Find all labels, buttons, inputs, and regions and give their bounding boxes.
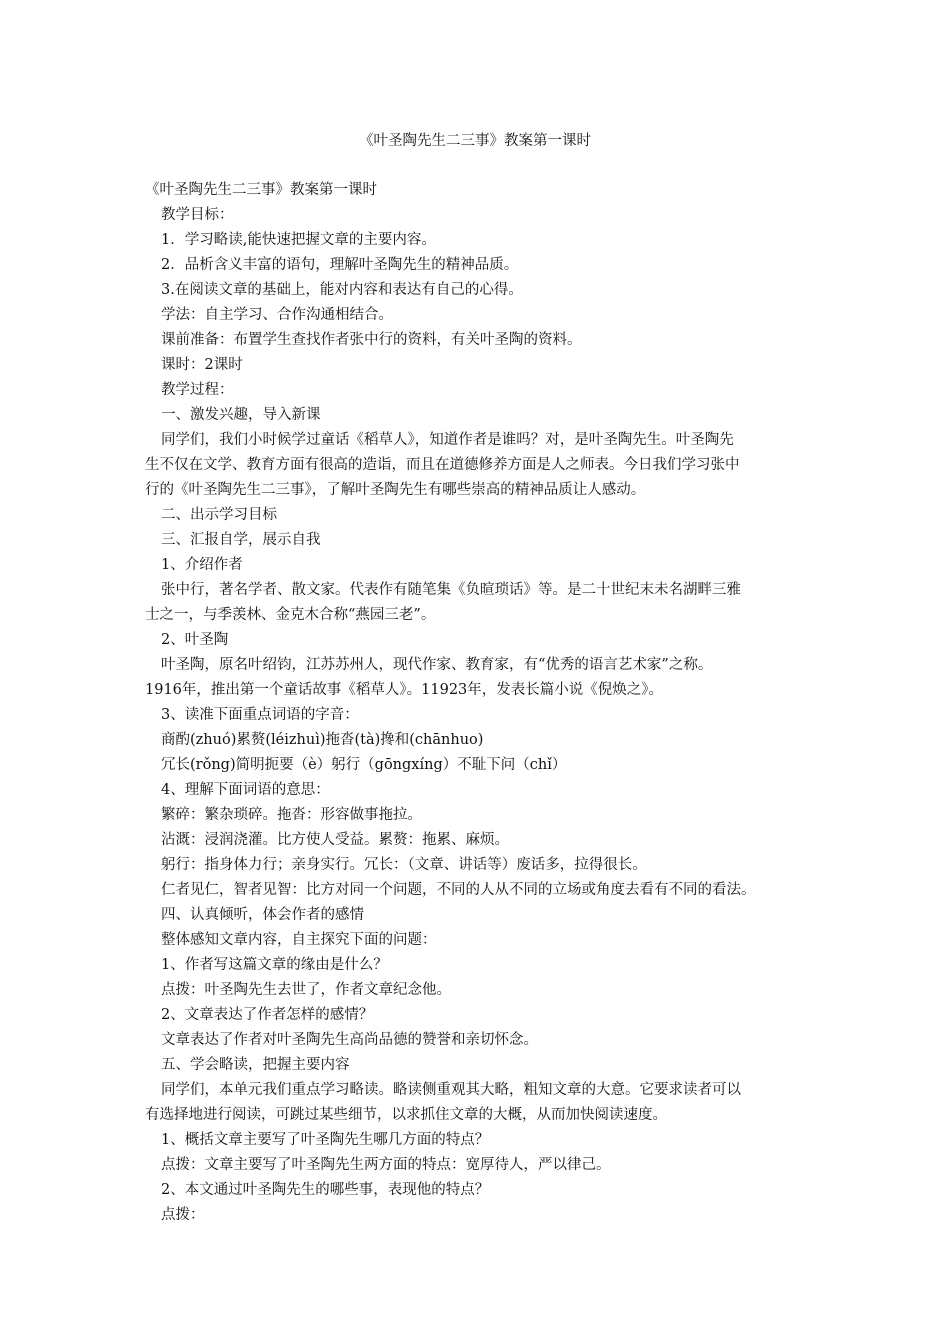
- body-line: 点拨：文章主要写了叶圣陶先生两方面的特点：宽厚待人，严以律己。: [161, 1157, 611, 1173]
- body-line: 点拨：叶圣陶先生去世了，作者文章纪念他。: [161, 982, 451, 998]
- body-line: 叶圣陶，原名叶绍钧，江苏苏州人，现代作家、教育家，有“优秀的语言艺术家”之称。: [161, 657, 713, 673]
- body-line: 《叶圣陶先生二三事》教案第一课时: [145, 182, 377, 198]
- body-line: 同学们，我们小时候学过童话《稻草人》，知道作者是谁吗？对，是叶圣陶先生。叶圣陶先: [161, 432, 734, 448]
- body-line: 1、介绍作者: [161, 557, 243, 573]
- body-line: 有选择地进行阅读，可跳过某些细节，以求抓住文章的大概，从而加快阅读速度。: [145, 1107, 667, 1123]
- body-line: 1．学习略读,能快速把握文章的主要内容。: [161, 232, 436, 248]
- body-line: 3、读准下面重点词语的字音：: [161, 707, 359, 723]
- body-line: 四、认真倾听，体会作者的感情: [161, 907, 364, 923]
- body-line: 仁者见仁，智者见智：比方对同一个问题，不同的人从不同的立场或角度去看有不同的看法。: [161, 882, 756, 898]
- body-line: 张中行，著名学者、散文家。代表作有随笔集《负暄琐话》等。是二十世纪末未名湖畔三雅: [161, 582, 741, 598]
- body-line: 教学目标：: [161, 207, 234, 223]
- body-line: 4、理解下面词语的意思：: [161, 782, 330, 798]
- body-line: 商酌(zhuó)累赘(léizhuì)拖沓(tà)搀和(chānhuo): [161, 732, 484, 748]
- body-line: 2．品析含义丰富的语句，理解叶圣陶先生的精神品质。: [161, 257, 519, 273]
- body-line: 1、概括文章主要写了叶圣陶先生哪几方面的特点？: [161, 1132, 490, 1148]
- body-line: 二、出示学习目标: [161, 507, 277, 523]
- body-line: 1、作者写这篇文章的缘由是什么？: [161, 957, 388, 973]
- document-body: [145, 178, 825, 1228]
- body-line: 冗长(rǒng)简明扼要（è）躬行（gōngxíng）不耻下问（chǐ）: [161, 757, 567, 773]
- body-line: 五、学会略读，把握主要内容: [161, 1057, 350, 1073]
- body-line: 一、激发兴趣，导入新课: [161, 407, 321, 423]
- body-line: 三、汇报自学，展示自我: [161, 532, 321, 548]
- body-line: 躬行：指身体力行；亲身实行。冗长：（文章、讲话等）废话多，拉得很长。: [161, 857, 647, 873]
- body-line: 沾溉：浸润浇灌。比方使人受益。累赘：拖累、麻烦。: [161, 832, 509, 848]
- body-line: 课前准备：布置学生查找作者张中行的资料，有关叶圣陶的资料。: [161, 332, 582, 348]
- body-line: 点拨：: [161, 1207, 205, 1223]
- body-line: 课时：2课时: [161, 357, 243, 373]
- body-line: 士之一，与季羡林、金克木合称“燕园三老”。: [145, 607, 436, 623]
- document-title: 《叶圣陶先生二三事》教案第一课时: [359, 133, 591, 149]
- body-line: 学法：自主学习、合作沟通相结合。: [161, 307, 393, 323]
- body-line: 行的《叶圣陶先生二三事》，了解叶圣陶先生有哪些崇高的精神品质让人感动。: [145, 482, 646, 498]
- body-line: 2、文章表达了作者怎样的感情？: [161, 1007, 374, 1023]
- body-line: 教学过程：: [161, 382, 234, 398]
- body-line: 文章表达了作者对叶圣陶先生高尚品德的赞誉和亲切怀念。: [161, 1032, 538, 1048]
- body-line: 2、本文通过叶圣陶先生的哪些事，表现他的特点？: [161, 1182, 490, 1198]
- body-line: 3.在阅读文章的基础上，能对内容和表达有自己的心得。: [161, 282, 523, 298]
- body-line: 生不仅在文学、教育方面有很高的造诣，而且在道德修养方面是人之师表。今日我们学习张中: [145, 457, 740, 473]
- body-line: 繁碎：繁杂琐碎。拖沓：形容做事拖拉。: [161, 807, 422, 823]
- body-line: 同学们，本单元我们重点学习略读。略读侧重观其大略，粗知文章的大意。它要求读者可以: [161, 1082, 741, 1098]
- body-line: 1916年，推出第一个童话故事《稻草人》。11923年，发表长篇小说《倪焕之》。: [145, 682, 664, 698]
- body-line: 2、叶圣陶: [161, 632, 229, 648]
- body-line: 整体感知文章内容，自主探究下面的问题：: [161, 932, 437, 948]
